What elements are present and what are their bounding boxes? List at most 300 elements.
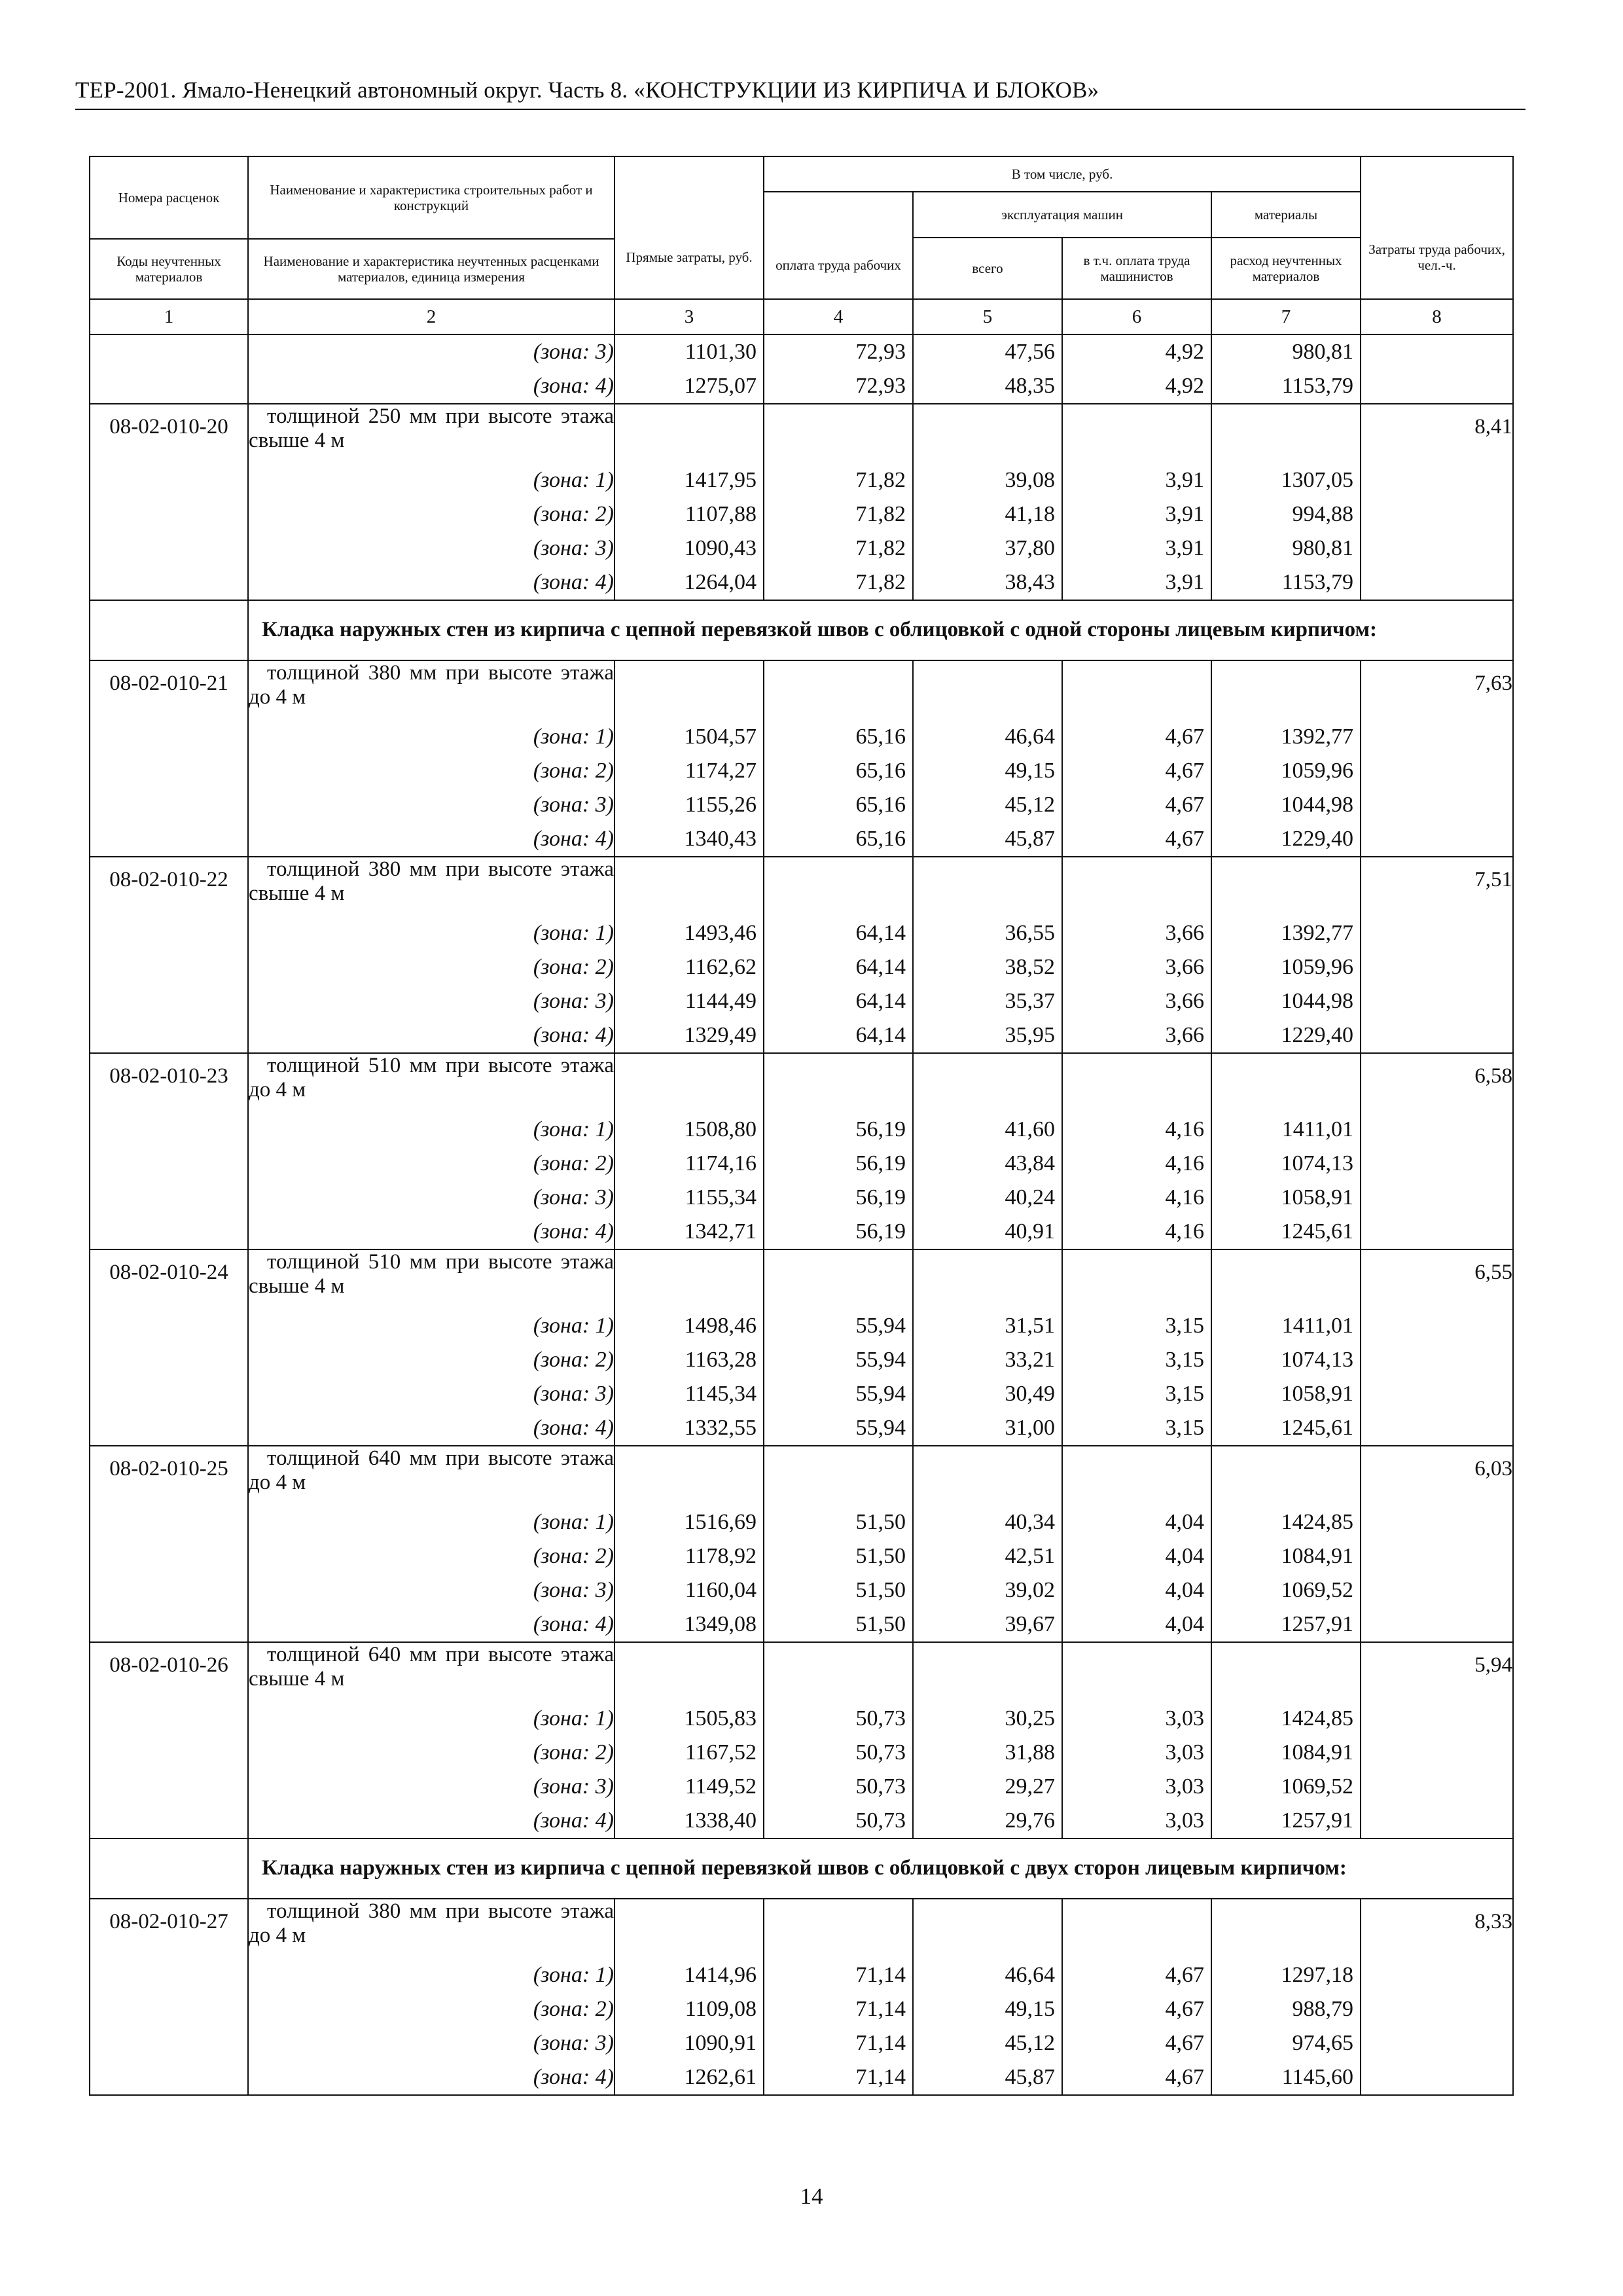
machine-total-value: 35,37 (913, 984, 1062, 1018)
materials-value: 1058,91 (1211, 1377, 1361, 1411)
rate-labor-cost: 8,41 (1361, 404, 1513, 600)
zone-label: (зона: 4) (248, 1018, 615, 1053)
machinist-pay-value: 4,04 (1062, 1607, 1211, 1642)
rate-empty-cell (615, 1642, 764, 1702)
materials-value: 1229,40 (1211, 822, 1361, 857)
machinist-pay-value: 3,15 (1062, 1309, 1211, 1343)
direct-costs-value: 1163,28 (615, 1343, 764, 1377)
machinist-pay-value: 4,16 (1062, 1215, 1211, 1249)
rate-empty-cell (1062, 1249, 1211, 1309)
direct-costs-value: 1498,46 (615, 1309, 764, 1343)
machine-total-value: 41,60 (913, 1113, 1062, 1147)
direct-costs-value: 1332,55 (615, 1411, 764, 1446)
rate-empty-cell (913, 404, 1062, 463)
direct-costs-value: 1109,08 (615, 1992, 764, 2026)
labor-pay-value: 71,14 (764, 1992, 913, 2026)
zone-label: (зона: 1) (248, 1113, 615, 1147)
rate-item-row (90, 660, 1513, 720)
direct-costs-value: 1090,91 (615, 2026, 764, 2060)
zone-label: (зона: 3) (248, 334, 615, 369)
machinist-pay-value: 3,03 (1062, 1736, 1211, 1770)
rate-empty-cell (615, 1446, 764, 1505)
machinist-pay-value: 4,16 (1062, 1147, 1211, 1181)
materials-value: 1074,13 (1211, 1343, 1361, 1377)
zone-row (90, 531, 1513, 565)
zone-label: (зона: 3) (248, 984, 615, 1018)
rate-description: толщиной 640 мм при высоте этажа до 4 м (248, 1446, 615, 1505)
direct-costs-value: 1155,34 (615, 1181, 764, 1215)
zone-label: (зона: 3) (248, 1181, 615, 1215)
machine-total-value: 30,49 (913, 1377, 1062, 1411)
zone-label: (зона: 4) (248, 565, 615, 600)
column-number: 5 (913, 299, 1062, 334)
zone-row (90, 2026, 1513, 2060)
rate-code: 08-02-010-24 (90, 1249, 248, 1446)
rate-empty-cell (913, 1642, 1062, 1702)
table-body (90, 334, 1513, 2095)
machine-total-value: 46,64 (913, 720, 1062, 754)
zone-label: (зона: 4) (248, 1804, 615, 1839)
machinist-pay-value: 4,04 (1062, 1539, 1211, 1573)
machinist-pay-value: 4,04 (1062, 1505, 1211, 1539)
machinist-pay-value: 4,04 (1062, 1573, 1211, 1607)
zone-label: (зона: 4) (248, 822, 615, 857)
direct-costs-value: 1107,88 (615, 497, 764, 531)
labor-pay-value: 50,73 (764, 1804, 913, 1839)
direct-costs-value: 1174,27 (615, 754, 764, 788)
materials-value: 1257,91 (1211, 1607, 1361, 1642)
machine-total-value: 40,34 (913, 1505, 1062, 1539)
rate-empty-cell (913, 857, 1062, 916)
code-cell-empty (90, 334, 248, 369)
column-numbers-row (90, 299, 1513, 334)
rate-item-row (90, 857, 1513, 916)
labor-cell-empty (1361, 369, 1513, 404)
machinist-pay-value: 4,16 (1062, 1181, 1211, 1215)
zone-row (90, 1215, 1513, 1249)
machinist-pay-value: 4,67 (1062, 754, 1211, 788)
rate-item-row (90, 1249, 1513, 1309)
materials-value: 1424,85 (1211, 1702, 1361, 1736)
rate-empty-cell (913, 1899, 1062, 1958)
labor-pay-value: 55,94 (764, 1309, 913, 1343)
materials-value: 1074,13 (1211, 1147, 1361, 1181)
zone-label: (зона: 1) (248, 1309, 615, 1343)
zone-label: (зона: 2) (248, 1539, 615, 1573)
rate-labor-cost: 6,55 (1361, 1249, 1513, 1446)
rate-empty-cell (764, 1446, 913, 1505)
labor-pay-value: 55,94 (764, 1343, 913, 1377)
materials-value: 1153,79 (1211, 565, 1361, 600)
materials-value: 980,81 (1211, 334, 1361, 369)
materials-value: 1145,60 (1211, 2060, 1361, 2095)
rate-code: 08-02-010-27 (90, 1899, 248, 2095)
machinist-pay-value: 4,67 (1062, 2026, 1211, 2060)
direct-costs-value: 1178,92 (615, 1539, 764, 1573)
rate-empty-cell (1062, 660, 1211, 720)
machinist-pay-value: 3,03 (1062, 1804, 1211, 1839)
labor-pay-value: 55,94 (764, 1377, 913, 1411)
labor-pay-value: 51,50 (764, 1505, 913, 1539)
machine-total-value: 45,87 (913, 822, 1062, 857)
section-title: Кладка наружных стен из кирпича с цепной перевязкой швов с облицовкой с одной стороны лицевым кирпичом: (248, 600, 1513, 660)
col-machine-total: всего (913, 238, 1062, 299)
direct-costs-value: 1342,71 (615, 1215, 764, 1249)
zone-label: (зона: 1) (248, 1702, 615, 1736)
zone-row (90, 720, 1513, 754)
labor-pay-value: 64,14 (764, 950, 913, 984)
machine-total-value: 41,18 (913, 497, 1062, 531)
zone-row (90, 1702, 1513, 1736)
rate-empty-cell (615, 857, 764, 916)
col-materials: материалы (1211, 192, 1361, 238)
direct-costs-value: 1414,96 (615, 1958, 764, 1992)
machinist-pay-value: 3,03 (1062, 1770, 1211, 1804)
rate-empty-cell (913, 660, 1062, 720)
machine-total-value: 31,51 (913, 1309, 1062, 1343)
direct-costs-value: 1516,69 (615, 1505, 764, 1539)
zone-label: (зона: 4) (248, 1215, 615, 1249)
materials-value: 1307,05 (1211, 463, 1361, 497)
rate-code: 08-02-010-23 (90, 1053, 248, 1249)
rate-empty-cell (1211, 1053, 1361, 1113)
materials-value: 1044,98 (1211, 984, 1361, 1018)
rate-item-row (90, 1053, 1513, 1113)
machinist-pay-value: 4,67 (1062, 788, 1211, 822)
zone-row (90, 463, 1513, 497)
zone-row (90, 1573, 1513, 1607)
machine-total-value: 45,12 (913, 788, 1062, 822)
machinist-pay-value: 3,15 (1062, 1411, 1211, 1446)
materials-value: 1297,18 (1211, 1958, 1361, 1992)
direct-costs-value: 1160,04 (615, 1573, 764, 1607)
materials-value: 1059,96 (1211, 950, 1361, 984)
machinist-pay-value: 3,66 (1062, 916, 1211, 950)
zone-row (90, 916, 1513, 950)
zone-row (90, 788, 1513, 822)
machine-total-value: 46,64 (913, 1958, 1062, 1992)
zone-row (90, 1607, 1513, 1642)
zone-row (90, 369, 1513, 404)
zone-row (90, 334, 1513, 369)
materials-value: 1153,79 (1211, 369, 1361, 404)
machine-total-value: 33,21 (913, 1343, 1062, 1377)
labor-pay-value: 71,14 (764, 1958, 913, 1992)
materials-value: 1044,98 (1211, 788, 1361, 822)
machine-total-value: 37,80 (913, 531, 1062, 565)
column-number: 4 (764, 299, 913, 334)
materials-value: 1411,01 (1211, 1309, 1361, 1343)
direct-costs-value: 1262,61 (615, 2060, 764, 2095)
labor-pay-value: 65,16 (764, 822, 913, 857)
table-header (90, 156, 1513, 334)
zone-row (90, 1770, 1513, 1804)
zone-label: (зона: 3) (248, 1770, 615, 1804)
zone-row (90, 950, 1513, 984)
labor-pay-value: 71,14 (764, 2060, 913, 2095)
labor-pay-value: 71,82 (764, 565, 913, 600)
rate-code: 08-02-010-26 (90, 1642, 248, 1839)
labor-pay-value: 56,19 (764, 1181, 913, 1215)
direct-costs-value: 1329,49 (615, 1018, 764, 1053)
col-labor-pay: оплата труда рабочих (764, 192, 913, 299)
rate-empty-cell (913, 1446, 1062, 1505)
zone-label: (зона: 3) (248, 788, 615, 822)
materials-value: 974,65 (1211, 2026, 1361, 2060)
rate-labor-cost: 6,03 (1361, 1446, 1513, 1642)
rate-labor-cost: 5,94 (1361, 1642, 1513, 1839)
rate-item-row (90, 404, 1513, 463)
header-rule (75, 109, 1525, 110)
rate-empty-cell (1211, 1249, 1361, 1309)
machinist-pay-value: 3,91 (1062, 531, 1211, 565)
machine-total-value: 40,24 (913, 1181, 1062, 1215)
zone-row (90, 565, 1513, 600)
machine-total-value: 38,52 (913, 950, 1062, 984)
labor-pay-value: 72,93 (764, 334, 913, 369)
machine-total-value: 36,55 (913, 916, 1062, 950)
machine-total-value: 35,95 (913, 1018, 1062, 1053)
zone-label: (зона: 2) (248, 950, 615, 984)
rate-empty-cell (1062, 1446, 1211, 1505)
labor-cell-empty (1361, 334, 1513, 369)
zone-row (90, 1804, 1513, 1839)
zone-row (90, 1736, 1513, 1770)
direct-costs-value: 1493,46 (615, 916, 764, 950)
rate-description: толщиной 640 мм при высоте этажа свыше 4 м (248, 1642, 615, 1702)
zone-label: (зона: 2) (248, 754, 615, 788)
labor-pay-value: 50,73 (764, 1736, 913, 1770)
labor-pay-value: 71,82 (764, 463, 913, 497)
machinist-pay-value: 4,16 (1062, 1113, 1211, 1147)
direct-costs-value: 1275,07 (615, 369, 764, 404)
materials-value: 1392,77 (1211, 720, 1361, 754)
direct-costs-value: 1149,52 (615, 1770, 764, 1804)
rate-empty-cell (764, 857, 913, 916)
zone-label: (зона: 3) (248, 2026, 615, 2060)
rate-empty-cell (764, 1642, 913, 1702)
zone-row (90, 1992, 1513, 2026)
zone-row (90, 984, 1513, 1018)
section-title: Кладка наружных стен из кирпича с цепной перевязкой швов с облицовкой с двух сторон лицевым кирпичом: (248, 1839, 1513, 1899)
direct-costs-value: 1144,49 (615, 984, 764, 1018)
zone-label: (зона: 2) (248, 1147, 615, 1181)
materials-value: 1245,61 (1211, 1411, 1361, 1446)
zone-row (90, 497, 1513, 531)
materials-value: 1424,85 (1211, 1505, 1361, 1539)
machine-total-value: 29,76 (913, 1804, 1062, 1839)
machine-total-value: 48,35 (913, 369, 1062, 404)
direct-costs-value: 1101,30 (615, 334, 764, 369)
rate-empty-cell (764, 660, 913, 720)
rate-description: толщиной 510 мм при высоте этажа до 4 м (248, 1053, 615, 1113)
machinist-pay-value: 3,91 (1062, 497, 1211, 531)
direct-costs-value: 1505,83 (615, 1702, 764, 1736)
materials-value: 1411,01 (1211, 1113, 1361, 1147)
col-work-name: Наименование и характеристика строительных работ и конструкций (248, 156, 615, 239)
col-material-name: Наименование и характеристика неучтенных расценками материалов, единица измерения (248, 239, 615, 299)
rate-description: толщиной 380 мм при высоте этажа свыше 4 м (248, 857, 615, 916)
machinist-pay-value: 3,66 (1062, 1018, 1211, 1053)
rate-empty-cell (615, 1899, 764, 1958)
page-number: 14 (800, 2183, 823, 2209)
machinist-pay-value: 3,15 (1062, 1377, 1211, 1411)
zone-label: (зона: 4) (248, 2060, 615, 2095)
rate-empty-cell (1211, 857, 1361, 916)
machinist-pay-value: 4,67 (1062, 1958, 1211, 1992)
labor-pay-value: 50,73 (764, 1702, 913, 1736)
rate-item-row (90, 1446, 1513, 1505)
rate-empty-cell (1211, 1642, 1361, 1702)
materials-value: 1059,96 (1211, 754, 1361, 788)
rate-description: толщиной 380 мм при высоте этажа до 4 м (248, 660, 615, 720)
zone-label: (зона: 2) (248, 1992, 615, 2026)
col-machine-operation: эксплуатация машин (913, 192, 1211, 238)
section-row (90, 600, 1513, 660)
direct-costs-value: 1145,34 (615, 1377, 764, 1411)
labor-pay-value: 55,94 (764, 1411, 913, 1446)
zone-row (90, 1181, 1513, 1215)
zone-row (90, 1958, 1513, 1992)
direct-costs-value: 1090,43 (615, 531, 764, 565)
machine-total-value: 40,91 (913, 1215, 1062, 1249)
materials-value: 980,81 (1211, 531, 1361, 565)
section-row (90, 1839, 1513, 1899)
machinist-pay-value: 3,91 (1062, 565, 1211, 600)
rate-labor-cost: 8,33 (1361, 1899, 1513, 2095)
labor-pay-value: 72,93 (764, 369, 913, 404)
zone-row (90, 1377, 1513, 1411)
rate-empty-cell (1211, 1446, 1361, 1505)
machinist-pay-value: 3,66 (1062, 984, 1211, 1018)
rate-empty-cell (764, 1899, 913, 1958)
rate-description: толщиной 250 мм при высоте этажа свыше 4 м (248, 404, 615, 463)
zone-label: (зона: 1) (248, 720, 615, 754)
rate-labor-cost: 7,51 (1361, 857, 1513, 1053)
labor-pay-value: 71,14 (764, 2026, 913, 2060)
col-rate-number: Номера расценок (90, 156, 248, 239)
column-number: 7 (1211, 299, 1361, 334)
col-including: В том числе, руб. (764, 156, 1361, 192)
direct-costs-value: 1264,04 (615, 565, 764, 600)
rate-labor-cost: 6,58 (1361, 1053, 1513, 1249)
rate-empty-cell (913, 1249, 1062, 1309)
section-code-empty (90, 1839, 248, 1899)
rate-empty-cell (1211, 1899, 1361, 1958)
direct-costs-value: 1417,95 (615, 463, 764, 497)
zone-label: (зона: 4) (248, 1411, 615, 1446)
running-title: ТЕР-2001. Ямало-Ненецкий автономный округ. Часть 8. «КОНСТРУКЦИИ ИЗ КИРПИЧА И БЛОКОВ» (75, 77, 1099, 103)
col-direct-costs: Прямые затраты, руб. (615, 156, 764, 299)
materials-value: 1245,61 (1211, 1215, 1361, 1249)
direct-costs-value: 1508,80 (615, 1113, 764, 1147)
col-labor-cost: Затраты труда рабочих, чел.-ч. (1361, 156, 1513, 299)
direct-costs-value: 1340,43 (615, 822, 764, 857)
column-number: 8 (1361, 299, 1513, 334)
zone-label: (зона: 3) (248, 1377, 615, 1411)
zone-row (90, 1309, 1513, 1343)
machine-total-value: 49,15 (913, 1992, 1062, 2026)
machine-total-value: 39,02 (913, 1573, 1062, 1607)
materials-value: 1069,52 (1211, 1573, 1361, 1607)
direct-costs-value: 1162,62 (615, 950, 764, 984)
machinist-pay-value: 3,66 (1062, 950, 1211, 984)
machinist-pay-value: 3,15 (1062, 1343, 1211, 1377)
machine-total-value: 45,12 (913, 2026, 1062, 2060)
zone-row (90, 1343, 1513, 1377)
zone-row (90, 1018, 1513, 1053)
direct-costs-value: 1504,57 (615, 720, 764, 754)
direct-costs-value: 1349,08 (615, 1607, 764, 1642)
machinist-pay-value: 4,67 (1062, 720, 1211, 754)
zone-label: (зона: 3) (248, 531, 615, 565)
zone-row (90, 1539, 1513, 1573)
labor-pay-value: 56,19 (764, 1147, 913, 1181)
rate-empty-cell (1211, 660, 1361, 720)
rate-empty-cell (913, 1053, 1062, 1113)
column-number: 3 (615, 299, 764, 334)
machine-total-value: 39,08 (913, 463, 1062, 497)
machine-total-value: 38,43 (913, 565, 1062, 600)
materials-value: 1084,91 (1211, 1736, 1361, 1770)
direct-costs-value: 1167,52 (615, 1736, 764, 1770)
zone-row (90, 822, 1513, 857)
rate-empty-cell (764, 1053, 913, 1113)
labor-pay-value: 56,19 (764, 1113, 913, 1147)
zone-label: (зона: 4) (248, 369, 615, 404)
machine-total-value: 45,87 (913, 2060, 1062, 2095)
machinist-pay-value: 4,67 (1062, 1992, 1211, 2026)
materials-value: 1392,77 (1211, 916, 1361, 950)
machine-total-value: 30,25 (913, 1702, 1062, 1736)
rate-code: 08-02-010-22 (90, 857, 248, 1053)
rate-empty-cell (1062, 1053, 1211, 1113)
direct-costs-value: 1174,16 (615, 1147, 764, 1181)
zone-row (90, 1411, 1513, 1446)
machinist-pay-value: 4,67 (1062, 2060, 1211, 2095)
zone-row (90, 1147, 1513, 1181)
zone-row (90, 754, 1513, 788)
machine-total-value: 42,51 (913, 1539, 1062, 1573)
zone-label: (зона: 2) (248, 1343, 615, 1377)
zone-row (90, 1113, 1513, 1147)
machinist-pay-value: 4,67 (1062, 822, 1211, 857)
machine-total-value: 31,88 (913, 1736, 1062, 1770)
rate-empty-cell (615, 1053, 764, 1113)
machinist-pay-value: 3,91 (1062, 463, 1211, 497)
machinist-pay-value: 3,03 (1062, 1702, 1211, 1736)
labor-pay-value: 64,14 (764, 916, 913, 950)
labor-pay-value: 65,16 (764, 788, 913, 822)
code-cell-empty (90, 369, 248, 404)
column-number: 1 (90, 299, 248, 334)
materials-value: 1058,91 (1211, 1181, 1361, 1215)
materials-value: 1069,52 (1211, 1770, 1361, 1804)
machine-total-value: 49,15 (913, 754, 1062, 788)
labor-pay-value: 51,50 (764, 1573, 913, 1607)
materials-value: 1229,40 (1211, 1018, 1361, 1053)
rate-empty-cell (764, 404, 913, 463)
column-number: 2 (248, 299, 615, 334)
zone-label: (зона: 1) (248, 463, 615, 497)
zone-label: (зона: 1) (248, 1958, 615, 1992)
rate-empty-cell (615, 660, 764, 720)
materials-value: 1084,91 (1211, 1539, 1361, 1573)
machine-total-value: 43,84 (913, 1147, 1062, 1181)
materials-value: 988,79 (1211, 1992, 1361, 2026)
labor-pay-value: 64,14 (764, 1018, 913, 1053)
rate-code: 08-02-010-21 (90, 660, 248, 857)
